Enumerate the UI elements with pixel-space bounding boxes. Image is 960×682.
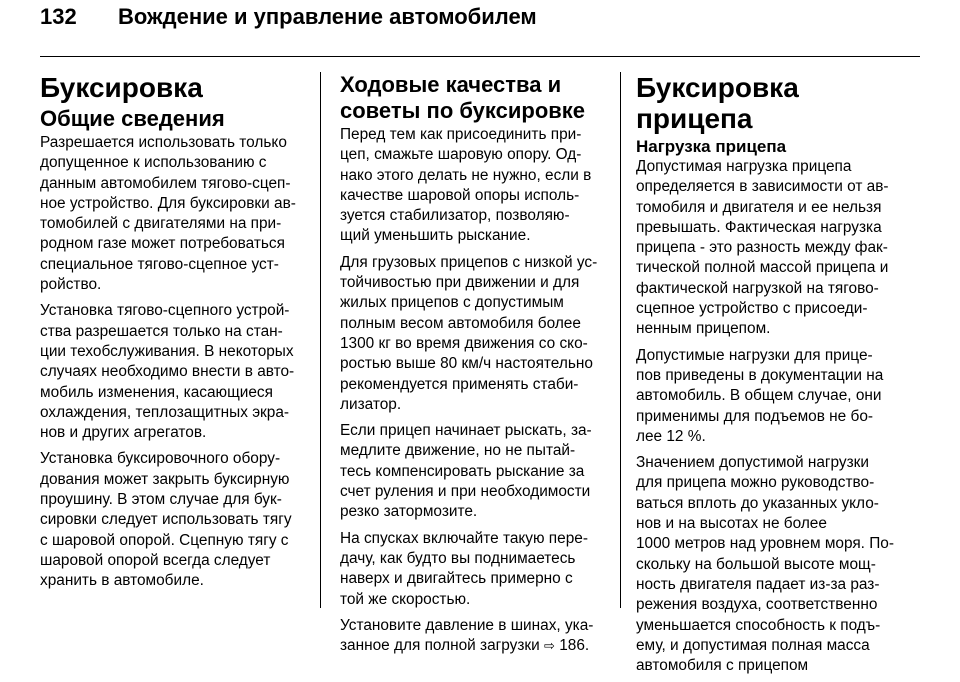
subheading-trailer-load: Нагрузка прицепа bbox=[636, 137, 787, 156]
column-divider-2 bbox=[620, 72, 621, 608]
tire-pressure-text: Установите давление в шинах, ука- занное для полной загрузки bbox=[340, 616, 594, 655]
paragraph: Установка тягово-сцепного устрой- ства разрешается только на стан- ции техобслуживания. В некоторых случаях необходимо внести в авто- мобиль изменения, касающиеся охлаждения, теплозащитных экра- нов и других агрегатов. bbox=[40, 302, 295, 442]
paragraph: Значением допустимой нагрузки для прицепа можно руководство- ваться вплоть до указанных укло- нов и на высотах не более 1000 метров над уровнем моря. По- скольку на большой высоте мощ- ность двигателя падает из-за раз- режения воздуха, соответственно уменьшается способность к подъ- ему, и допустимая полная масса автомобиля с прицепом bbox=[636, 454, 894, 675]
section-heading-driving-tips: Ходовые качества и советы по буксировке bbox=[340, 72, 586, 123]
column-divider-1 bbox=[320, 72, 321, 608]
column-trailer-towing bbox=[636, 72, 908, 682]
chapter-title: Вождение и управление автомобилем bbox=[118, 4, 537, 29]
paragraph-tire-pressure bbox=[340, 616, 602, 657]
paragraph: На спусках включайте такую пере- дачу, как будто вы поднимаетесь наверх и двигайтесь примерно с той же скоростью. bbox=[340, 529, 588, 608]
paragraph: Для грузовых прицепов с низкой ус- тойчивостью при движении и для жилых прицепов с допустимым полным весом автомобиля более 1300 кг во время движения со ско- ростью выше 80 км/ч настоятельно рекомендуется применять стаби- лизатор. bbox=[340, 253, 598, 413]
subheading-general-info: Общие сведения bbox=[40, 106, 225, 131]
column-driving-tips bbox=[340, 72, 602, 662]
section-heading-trailer-towing: Буксировка прицепа bbox=[636, 72, 799, 134]
page-header bbox=[40, 0, 920, 46]
paragraph: Перед тем как присоединить при- цеп, смажьте шаровую опору. Од- нако этого делать не нужно, если в качестве шаровой опоры исполь- зуется стабилизатор, позволяю- щий уменьшить рыскание. bbox=[340, 126, 592, 245]
page-number: 132 bbox=[40, 4, 77, 29]
column-towing-general bbox=[40, 72, 308, 598]
paragraph: Допустимые нагрузки для прице- пов приведены в документации на автомобиль. В общем случае, они применимы для подъемов не бо- лее 12 %. bbox=[636, 346, 884, 445]
paragraph: Разрешается использовать только допущенное к использованию с данным автомобилем тягово-сцеп- ное устройство. Для буксировки ав- томобилей с двигателями на при- родном газе может потребоваться специальное тягово-сцепное уст- ройство. bbox=[40, 134, 296, 294]
header-divider bbox=[40, 56, 920, 57]
paragraph: Если прицеп начинает рыскать, за- медлите движение, но не пытай- тесь компенсировать рыскание за счет руления и при необходимости резко затормозите. bbox=[340, 422, 592, 521]
paragraph: Допустимая нагрузка прицепа определяется в зависимости от ав- томобиля и двигателя и ее нельзя превышать. Фактическая нагрузка прицепа - это разность между фак- тической полной массой прицепа и фактической нагрузкой на тягово- сцепное устройство с присоеди- ненным прицепом. bbox=[636, 158, 889, 338]
crossref-page-link[interactable]: 186. bbox=[554, 637, 590, 655]
crossref-arrow-icon: ⇨ bbox=[544, 638, 555, 654]
paragraph: Установка буксировочного обору- дования может закрыть буксирную проушину. В этом случае для бук- сировки следует использовать тягу с шаровой опорой. Сцепную тягу с шаровой опорой всегда следует хранить в автомобиле. bbox=[40, 450, 292, 590]
section-heading-towing: Буксировка bbox=[40, 72, 203, 103]
